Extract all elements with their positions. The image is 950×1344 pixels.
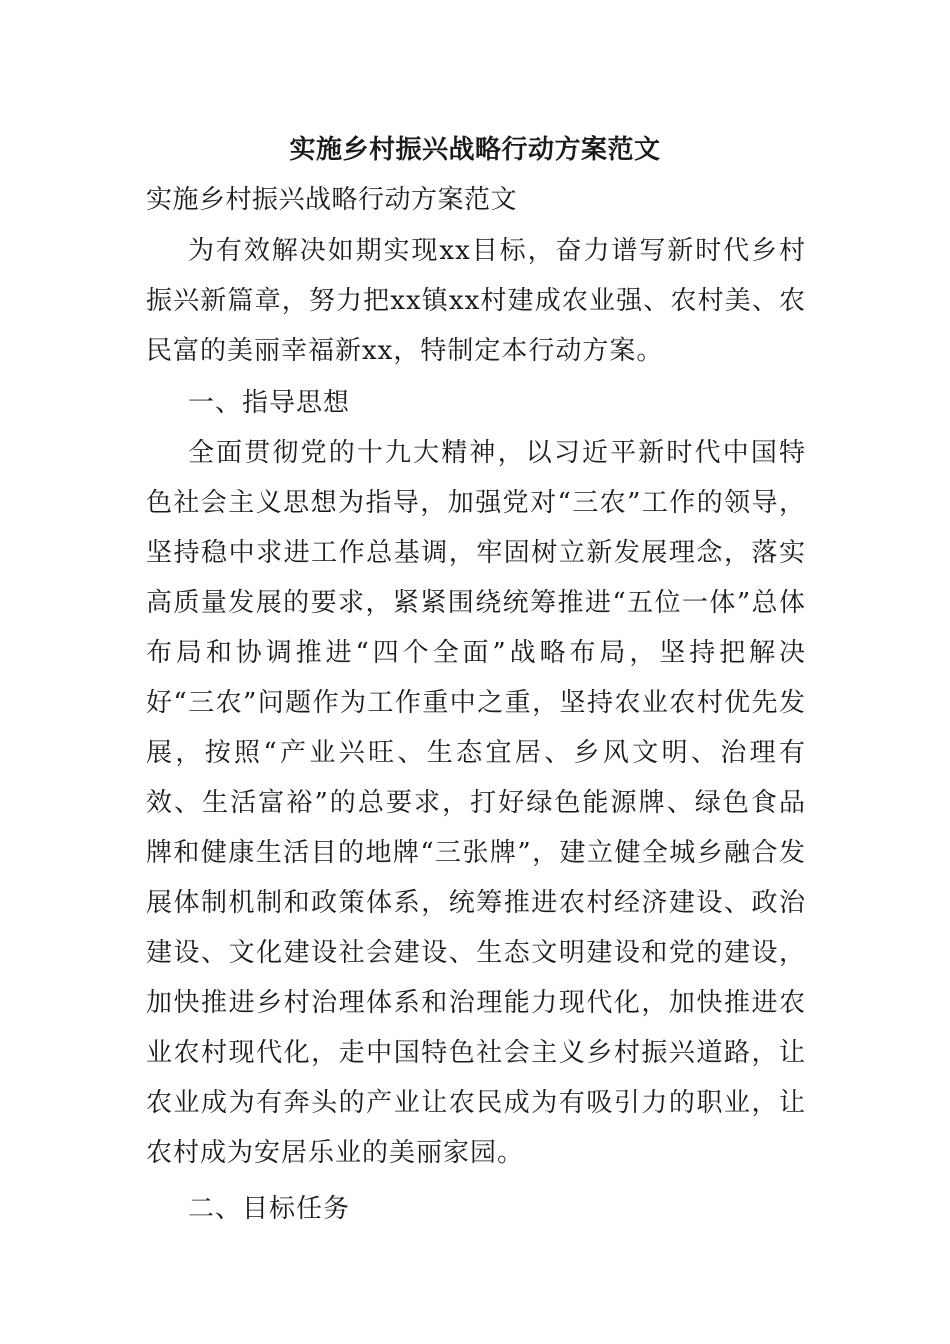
document-body [146, 178, 806, 1234]
document-subtitle: 实施乡村振兴战略行动方案范文 [146, 185, 518, 215]
intro-paragraph: 为有效解决如期实现xx目标，奋力谱写新时代乡村振兴新篇章，努力把xx镇xx村建成农业强、农村美、农民富的美丽幸福新xx，特制定本行动方案。 [146, 236, 806, 366]
section-heading-goals-tasks: 二、目标任务 [188, 1194, 351, 1224]
document-title: 实施乡村振兴战略行动方案范文 [289, 135, 661, 165]
section-heading-guiding-ideology: 一、指导思想 [188, 388, 351, 418]
guiding-ideology-paragraph: 全面贯彻党的十九大精神，以习近平新时代中国特色社会主义思想为指导，加强党对“三农”工作的领导，坚持稳中求进工作总基调，牢固树立新发展理念，落实高质量发展的要求，紧紧围绕统筹推进“五位一体”总体布局和协调推进“四个全面”战略布局，坚持把解决好“三农”问题作为工作重中之重，坚持农业农村优先发展，按照“产业兴旺、生态宜居、乡风文明、治理有效、生活富裕”的总要求，打好绿色能源牌、绿色食品牌和健康生活目的地牌“三张牌”，建立健全城乡融合发展体制机制和政策体系，统筹推进农村经济建设、政治建设、文化建设社会建设、生态文明建设和党的建设，加快推进乡村治理体系和治理能力现代化，加快推进农业农村现代化，走中国特色社会主义乡村振兴道路，让农业成为有奔头的产业让农民成为有吸引力的职业，让农村成为安居乐业的美丽家园。 [146, 438, 806, 1168]
